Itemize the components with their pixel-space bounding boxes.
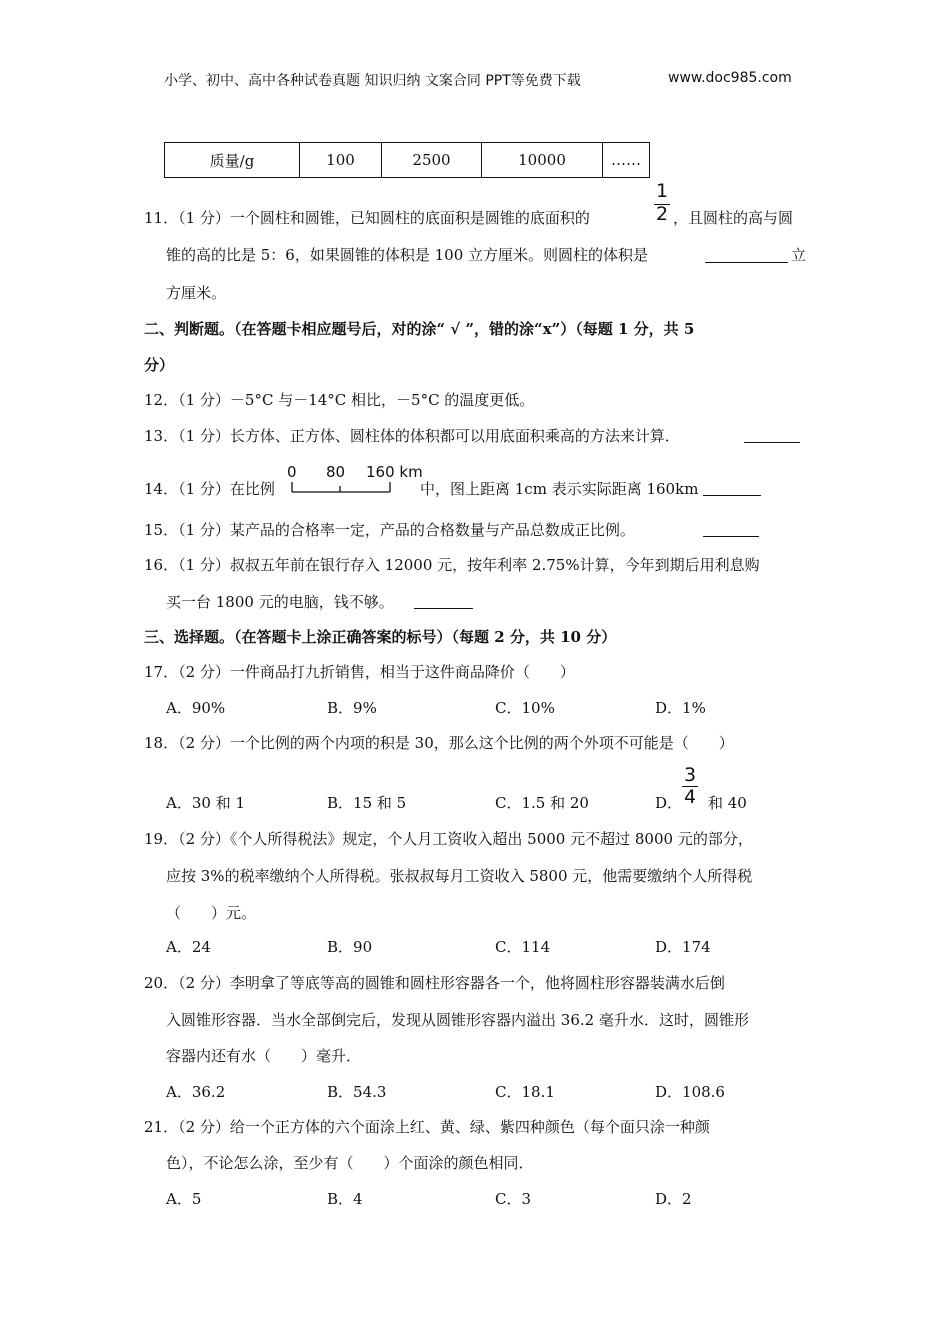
table-label-cell: 质量/g — [165, 143, 300, 178]
q14-prefix: 14．（1 分）在比例 — [144, 480, 275, 498]
q11-line3: 方厘米。 — [166, 284, 227, 302]
table-cell: 2500 — [382, 143, 482, 178]
q20-option-b: B．54.3 — [327, 1083, 387, 1101]
answer-blank — [744, 428, 800, 443]
table-row — [165, 143, 650, 178]
answer-blank — [703, 522, 759, 537]
q18-option-c: C．1.5 和 20 — [495, 794, 589, 812]
scale-bar-icon — [288, 480, 394, 494]
q19-line3: （ ）元。 — [166, 904, 257, 922]
scale-label-80: 80 — [326, 463, 346, 481]
table-cell: 100 — [300, 143, 382, 178]
q21-option-c: C．3 — [495, 1190, 532, 1208]
q14-suffix: 中，图上距离 1cm 表示实际距离 160km — [420, 480, 699, 498]
table-cell: 10000 — [482, 143, 603, 178]
answer-blank — [705, 248, 788, 263]
q17-option-b: B．9% — [327, 699, 377, 717]
q17-option-d: D．1% — [655, 699, 706, 717]
q21-line2: 色），不论怎么涂，至少有（ ）个面涂的颜色相同． — [166, 1154, 534, 1172]
q18-option-d: D． — [655, 794, 683, 812]
q15-text: 15．（1 分）某产品的合格率一定，产品的合格数量与产品总数成正比例。 — [144, 521, 635, 539]
q20-line3: 容器内还有水（ ）毫升． — [166, 1047, 362, 1065]
q11-frac-den: 2 — [655, 203, 669, 225]
answer-blank — [414, 594, 473, 609]
q20-line2: 入圆锥形容器．当水全部倒完后，发现从圆锥形容器内溢出 36.2 毫升水．这时，圆锥形 — [166, 1011, 749, 1029]
q17-stem: 17．（2 分）一件商品打九折销售，相当于这件商品降价（ ） — [144, 663, 575, 681]
q16-line2: 买一台 1800 元的电脑，钱不够。 — [166, 593, 394, 611]
q18-frac-den: 4 — [683, 786, 697, 808]
table-cell: …… — [603, 143, 650, 178]
q20-line1: 20．（2 分）李明拿了等底等高的圆锥和圆柱形容器各一个，他将圆柱形容器装满水后倒 — [144, 974, 725, 992]
q20-option-d: D．108.6 — [655, 1083, 725, 1101]
q19-option-b: B．90 — [327, 938, 373, 956]
q19-line1: 19．（2 分）《个人所得税法》规定，个人月工资收入超出 5000 元不超过 8000 元的部分， — [144, 830, 753, 848]
header-site: www.doc985.com — [668, 70, 792, 86]
q20-option-c: C．18.1 — [495, 1083, 555, 1101]
q21-option-b: B．4 — [327, 1190, 363, 1208]
q18-option-a: A．30 和 1 — [166, 794, 245, 812]
scale-label-0: 0 — [287, 463, 297, 481]
q17-option-c: C．10% — [495, 699, 555, 717]
q20-option-a: A．36.2 — [166, 1083, 226, 1101]
q13-text: 13．（1 分）长方体、正方体、圆柱体的体积都可以用底面积乘高的方法来计算． — [144, 427, 680, 445]
q11-line1b: ，且圆柱的高与圆 — [673, 209, 794, 227]
q11-line2b: 立 — [791, 246, 807, 264]
q11-frac-num: 1 — [655, 180, 669, 202]
q18-option-b: B．15 和 5 — [327, 794, 407, 812]
q19-line2: 应按 3%的税率缴纳个人所得税。张叔叔每月工资收入 5800 元，他需要缴纳个人所得税 — [166, 867, 753, 885]
q11-line1: 11．（1 分）一个圆柱和圆锥，已知圆柱的底面积是圆锥的底面积的 — [144, 209, 590, 227]
section2-heading-line2: 分） — [144, 356, 175, 374]
q18-frac-num: 3 — [683, 764, 697, 786]
q16-line1: 16．（1 分）叔叔五年前在银行存入 12000 元，按年利率 2.75%计算，今年到期后用利息购 — [144, 556, 760, 574]
q19-option-a: A．24 — [166, 938, 211, 956]
q21-line1: 21．（2 分）给一个正方体的六个面涂上红、黄、绿、紫四种颜色（每个面只涂一种颜 — [144, 1118, 710, 1136]
section3-heading: 三、选择题。（在答题卡上涂正确答案的标号）（每题 2 分，共 10 分） — [144, 628, 617, 646]
q19-option-d: D．174 — [655, 938, 711, 956]
q21-option-a: A．5 — [166, 1190, 202, 1208]
section2-heading-line1: 二、判断题。（在答题卡相应题号后，对的涂“ √ ”，错的涂“x”）（每题 1 分，共 5 — [144, 320, 695, 338]
header-title: 小学、初中、高中各种试卷真题 知识归纳 文案合同 PPT等免费下载 — [164, 73, 581, 89]
q19-option-c: C．114 — [495, 938, 551, 956]
q12-text: 12．（1 分）－5°C 与－14°C 相比，－5°C 的温度更低。 — [144, 391, 535, 409]
answer-blank — [703, 481, 761, 496]
q18-option-d-suffix: 和 40 — [708, 794, 747, 812]
q21-option-d: D．2 — [655, 1190, 692, 1208]
mass-table — [164, 142, 650, 178]
q11-line2: 锥的高的比是 5：6，如果圆锥的体积是 100 立方厘米。则圆柱的体积是 — [166, 246, 649, 264]
scale-label-160: 160 km — [366, 463, 423, 481]
q18-stem: 18．（2 分）一个比例的两个内项的积是 30，那么这个比例的两个外项不可能是（ ） — [144, 734, 734, 752]
q17-option-a: A．90% — [166, 699, 226, 717]
